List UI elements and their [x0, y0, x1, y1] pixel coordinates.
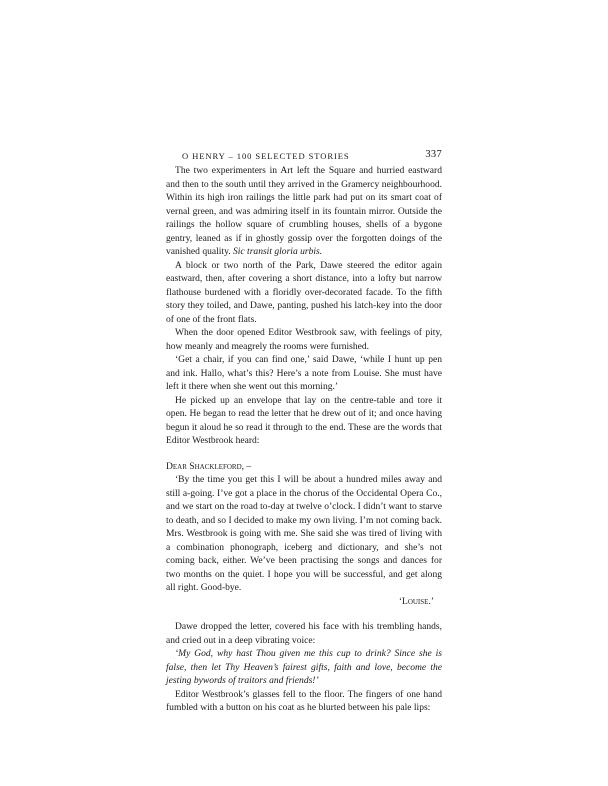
paragraph: When the door opened Editor Westbrook saw, with feelings of pity, how meanly and meagrely the rooms were furnished. — [166, 327, 442, 352]
letter — [166, 460, 442, 609]
letter-salutation: Dear Shackleford, – — [166, 460, 252, 472]
paragraph: ‘Get a chair, if you can find one,’ said Dawe, ‘while I hunt up pen and ink. Hallo, what’s this? Here’s a note from Louise. She must have left it there when she went out this morning.’ — [166, 354, 442, 392]
paragraph-text: The two experimenters in Art left the Square and hurried eastward and then to the south until they arrived in the Gramercy neighbourhood. Within its high iron railings the little park had put on its smart coat of vernal green, and was admiring itself in its fountain mirror. Outside the railings the hollow square of crumbling houses, shells of a bygone gentry, leaned as if in ghostly gossip over the forgotten doings of the vanished quality. — [166, 165, 442, 257]
book-page — [166, 146, 442, 715]
after-letter-text — [166, 620, 442, 715]
story-text — [166, 164, 442, 715]
running-title: O HENRY – 100 SELECTED STORIES — [182, 151, 350, 161]
latin-phrase: Sic transit gloria urbis. — [233, 246, 323, 257]
italic-quote: ‘My God, why hast Thou given me this cup to drink? Since she is false, then let Thy Heaven’s fairest gifts, faith and love, become the jesting bywords of traitors and friends!’ — [166, 648, 442, 686]
paragraph: Dawe dropped the letter, covered his face with his trembling hands, and cried out in a deep vibrating voice: — [166, 621, 442, 646]
paragraph: He picked up an envelope that lay on the centre-table and tore it open. He began to read the letter that he drew out of it; and once having begun it aloud he so read it through to the end. These are the words that Editor Westbrook heard: — [166, 394, 442, 446]
paragraph — [166, 164, 442, 259]
page-number: 337 — [425, 149, 442, 160]
paragraph: A block or two north of the Park, Dawe steered the editor again eastward, then, after covering a short distance, into a lofty but narrow flathouse burdened with a floridly over-decorated facade. To the fifth story they toiled, and Dawe, panting, pushed his latch-key into the door of one of the front flats. — [166, 259, 442, 325]
letter-signature: ‘Louise.’ — [398, 595, 434, 607]
paragraph: Editor Westbrook’s glasses fell to the floor. The fingers of one hand fumbled with a button on his coat as he blurted between his pale lips: — [166, 688, 442, 713]
letter-body: ‘By the time you get this I will be about a hundred miles away and still a-going. I’ve got a place in the chorus of the Occidental Opera Co., and we start on the road to-day at twelve o’clock. I didn’t want to starve to death, and so I decided to make my own living. I’m not coming back. Mrs. Westbrook is going with me. She said she was tired of living with a combination phonograph, iceberg and dictionary, and she’s not coming back, either. We’ve been practising the songs and dances for two months on the quiet. I hope you will be successful, and get along all right. Good-bye. — [166, 474, 442, 593]
page-header — [166, 146, 442, 162]
